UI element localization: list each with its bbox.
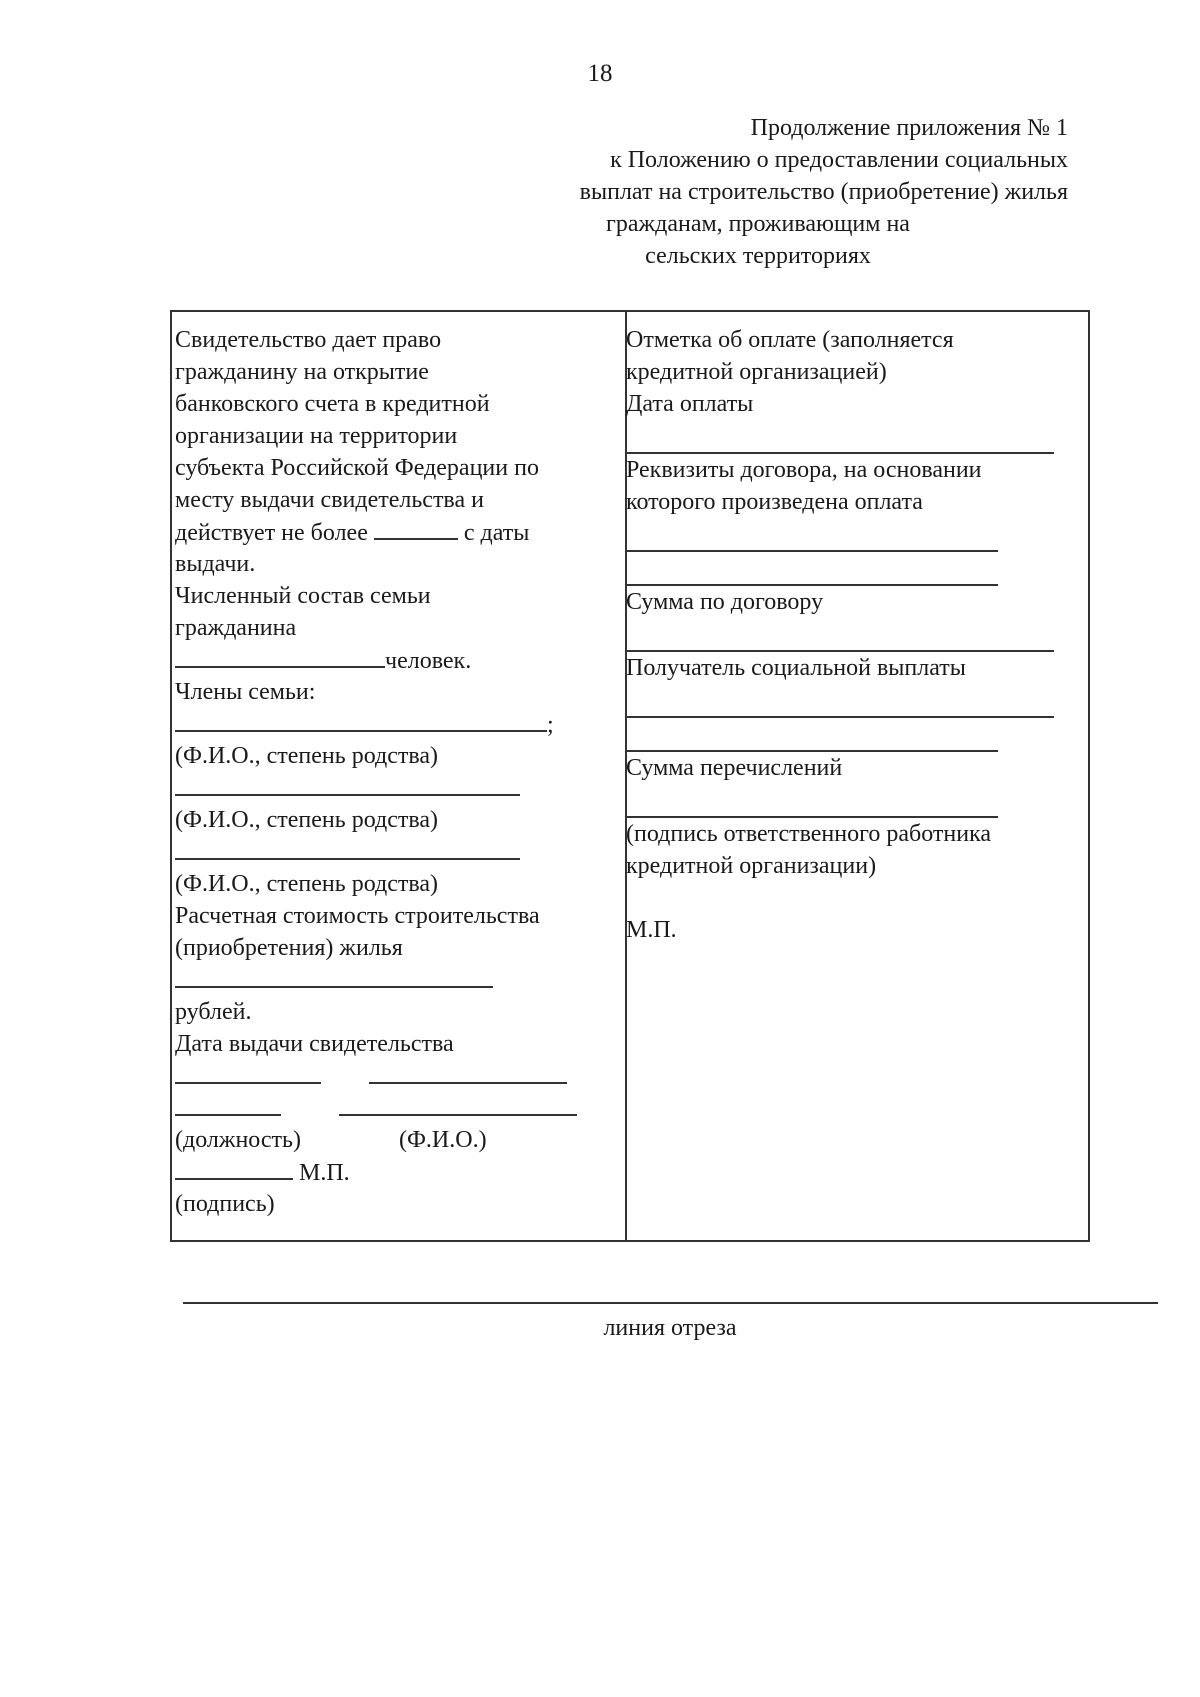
payment-recipient-label: Получатель социальной выплаты <box>626 655 966 681</box>
official-line <box>175 1092 620 1124</box>
header-line: выплат на строительство (приобретение) жилья <box>579 179 1068 205</box>
certificate-text: субъекта Российской Федерации по <box>175 455 539 481</box>
issue-date-blank[interactable] <box>369 1060 567 1084</box>
signature-caption: (подпись) <box>175 1191 275 1217</box>
appendix-header <box>448 112 1068 272</box>
issue-date-label: Дата выдачи свидетельства <box>175 1031 454 1057</box>
header-line: к Положению о предоставлении социальных <box>610 147 1068 173</box>
family-count-line <box>175 644 620 676</box>
signature-blank[interactable] <box>175 1156 293 1180</box>
officer-signature-caption: кредитной организации) <box>626 853 877 879</box>
family-member-line <box>175 708 620 740</box>
payment-right-column <box>626 324 1078 946</box>
payment-mark-label: Отметка об оплате (заполняется <box>626 327 954 353</box>
certificate-text: банковского счета в кредитной <box>175 391 490 417</box>
seal-place-label: М.П. <box>299 1160 350 1186</box>
certificate-text: выдачи. <box>175 551 256 577</box>
estimated-cost-label: Расчетная стоимость строительства <box>175 903 540 929</box>
rubles-label: рублей. <box>175 999 252 1025</box>
seal-place-label: М.П. <box>626 917 677 943</box>
certificate-text: Свидетельство дает право <box>175 327 442 353</box>
validity-period-blank[interactable] <box>374 516 458 540</box>
certificate-text: месту выдачи свидетельства и <box>175 487 484 513</box>
cut-line-label: линия отреза <box>603 1315 737 1341</box>
family-member-blank[interactable] <box>175 772 520 796</box>
validity-text: действует не более <box>175 520 368 546</box>
family-member-blank[interactable] <box>175 836 520 860</box>
semicolon: ; <box>547 712 554 738</box>
certificate-text: гражданину на открытие <box>175 359 429 385</box>
family-size-label: гражданина <box>175 615 297 641</box>
estimated-cost-blank[interactable] <box>175 964 493 988</box>
official-captions <box>175 1124 620 1156</box>
contract-details-blank[interactable] <box>626 552 998 586</box>
contract-details-label: Реквизиты договора, на основании <box>626 457 982 483</box>
contract-sum-label: Сумма по договору <box>626 589 824 615</box>
certificate-text: организации на территории <box>175 423 458 449</box>
page-number: 18 <box>587 60 613 87</box>
fio-relation-caption: (Ф.И.О., степень родства) <box>175 871 439 897</box>
validity-text-end: с даты <box>463 520 530 546</box>
certificate-left-column <box>175 324 620 1220</box>
cut-line <box>183 1302 1158 1304</box>
payment-recipient-blank[interactable] <box>626 718 998 752</box>
signature-line <box>175 1156 620 1188</box>
fio-blank[interactable] <box>339 1092 577 1116</box>
payment-recipient-blank[interactable] <box>626 684 1054 718</box>
estimated-cost-label: (приобретения) жилья <box>175 935 403 961</box>
payment-date-blank[interactable] <box>626 420 1054 454</box>
transfer-sum-label: Сумма перечислений <box>626 755 843 781</box>
officer-signature-blank[interactable] <box>626 784 998 818</box>
header-line: гражданам, проживающим на <box>606 211 910 237</box>
payment-date-label: Дата оплаты <box>626 391 754 417</box>
position-blank[interactable] <box>175 1092 281 1116</box>
contract-sum-blank[interactable] <box>626 618 1054 652</box>
issue-signature-line <box>175 1060 620 1092</box>
fio-relation-caption: (Ф.И.О., степень родства) <box>175 743 439 769</box>
fio-relation-caption: (Ф.И.О., степень родства) <box>175 807 439 833</box>
family-members-label: Члены семьи: <box>175 679 316 705</box>
contract-details-blank[interactable] <box>626 518 998 552</box>
family-count-blank[interactable] <box>175 644 385 668</box>
issue-date-blank[interactable] <box>175 1060 321 1084</box>
family-member-line <box>175 772 620 804</box>
family-size-label: Численный состав семьи <box>175 583 431 609</box>
payment-mark-label: кредитной организацией) <box>626 359 887 385</box>
family-member-blank[interactable] <box>175 708 547 732</box>
officer-signature-caption: (подпись ответственного работника <box>626 821 992 847</box>
position-caption: (должность) <box>175 1127 301 1153</box>
spacer <box>626 882 1078 914</box>
contract-details-label: которого произведена оплата <box>626 489 923 515</box>
family-member-line <box>175 836 620 868</box>
estimated-cost-line <box>175 964 620 996</box>
header-line: сельских территориях <box>645 243 871 269</box>
validity-line <box>175 516 620 548</box>
people-label: человек. <box>385 648 472 674</box>
fio-caption: (Ф.И.О.) <box>398 1127 487 1153</box>
header-line: Продолжение приложения № 1 <box>750 115 1068 141</box>
